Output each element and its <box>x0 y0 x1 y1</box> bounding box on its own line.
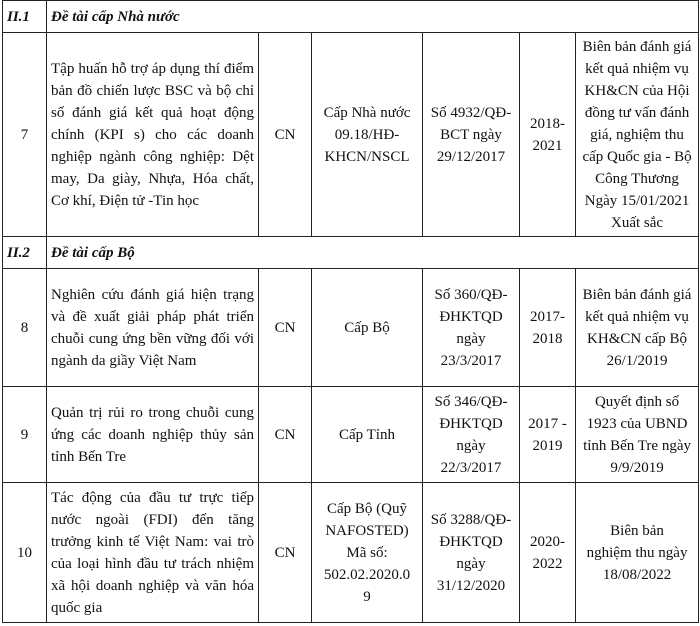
evaluation-result: Quyết định số 1923 của UBND tỉnh Bến Tre ngày 9/9/2019 <box>576 387 699 483</box>
project-level: Cấp Nhà nước 09.18/HĐ- KHCN/NSCL <box>312 33 423 237</box>
section-header-ministry-level <box>3 237 699 269</box>
project-role: CN <box>259 33 312 237</box>
section-title: Đề tài cấp Bộ <box>47 237 699 269</box>
row-number: 10 <box>3 483 47 623</box>
table-row <box>3 33 699 237</box>
project-title: Quản trị rủi ro trong chuỗi cung ứng các doanh nghiệp thủy sản tỉnh Bến Tre <box>47 387 259 483</box>
approval-decision: Số 360/QĐ- ĐHKTQD ngày 23/3/2017 <box>423 269 520 387</box>
research-projects-table <box>2 0 699 623</box>
project-period: 2020- 2022 <box>520 483 576 623</box>
project-period: 2018- 2021 <box>520 33 576 237</box>
section-code: II.1 <box>3 1 47 33</box>
project-period: 2017- 2018 <box>520 269 576 387</box>
evaluation-result: Biên bản nghiệm thu ngày 18/08/2022 <box>576 483 699 623</box>
row-number: 7 <box>3 33 47 237</box>
table-row <box>3 269 699 387</box>
table-row <box>3 387 699 483</box>
table-row <box>3 483 699 623</box>
section-header-state-level <box>3 1 699 33</box>
project-role: CN <box>259 387 312 483</box>
project-role: CN <box>259 269 312 387</box>
project-level: Cấp Tỉnh <box>312 387 423 483</box>
row-number: 8 <box>3 269 47 387</box>
project-title: Tập huấn hỗ trợ áp dụng thí điểm bản đồ chiến lược BSC và bộ chỉ số đánh giá kết quả hoạt động chính (KPI s) cho các doanh nghiệp ngành công nghiệp: Dệt may, Da giày, Nhựa, Hóa chất, Cơ khí, Điện tử -Tin học <box>47 33 259 237</box>
evaluation-result: Biên bản đánh giá kết quả nhiệm vụ KH&CN cấp Bộ 26/1/2019 <box>576 269 699 387</box>
project-level: Cấp Bộ <box>312 269 423 387</box>
section-title: Đề tài cấp Nhà nước <box>47 1 699 33</box>
approval-decision: Số 3288/QĐ- ĐHKTQD ngày 31/12/2020 <box>423 483 520 623</box>
row-number: 9 <box>3 387 47 483</box>
approval-decision: Số 346/QĐ- ĐHKTQD ngày 22/3/2017 <box>423 387 520 483</box>
project-period: 2017 - 2019 <box>520 387 576 483</box>
project-level: Cấp Bộ (Quỹ NAFOSTED) Mã số: 502.02.2020.0 9 <box>312 483 423 623</box>
section-code: II.2 <box>3 237 47 269</box>
project-role: CN <box>259 483 312 623</box>
evaluation-result: Biên bản đánh giá kết quả nhiệm vụ KH&CN của Hội đồng tư vấn đánh giá, nghiệm thu cấp Quốc gia - Bộ Công Thương Ngày 15/01/2021 Xuất sắc <box>576 33 699 237</box>
project-title: Nghiên cứu đánh giá hiện trạng và đề xuất giải pháp phát triển chuỗi cung ứng bền vững đối với ngành da giầy Việt Nam <box>47 269 259 387</box>
approval-decision: Số 4932/QĐ- BCT ngày 29/12/2017 <box>423 33 520 237</box>
project-title: Tác động của đầu tư trực tiếp nước ngoài (FDI) đến tăng trưởng kinh tế Việt Nam: vai trò của loại hình đầu tư trách nhiệm xã hội doanh nghiệp và văn hóa quốc gia <box>47 483 259 623</box>
